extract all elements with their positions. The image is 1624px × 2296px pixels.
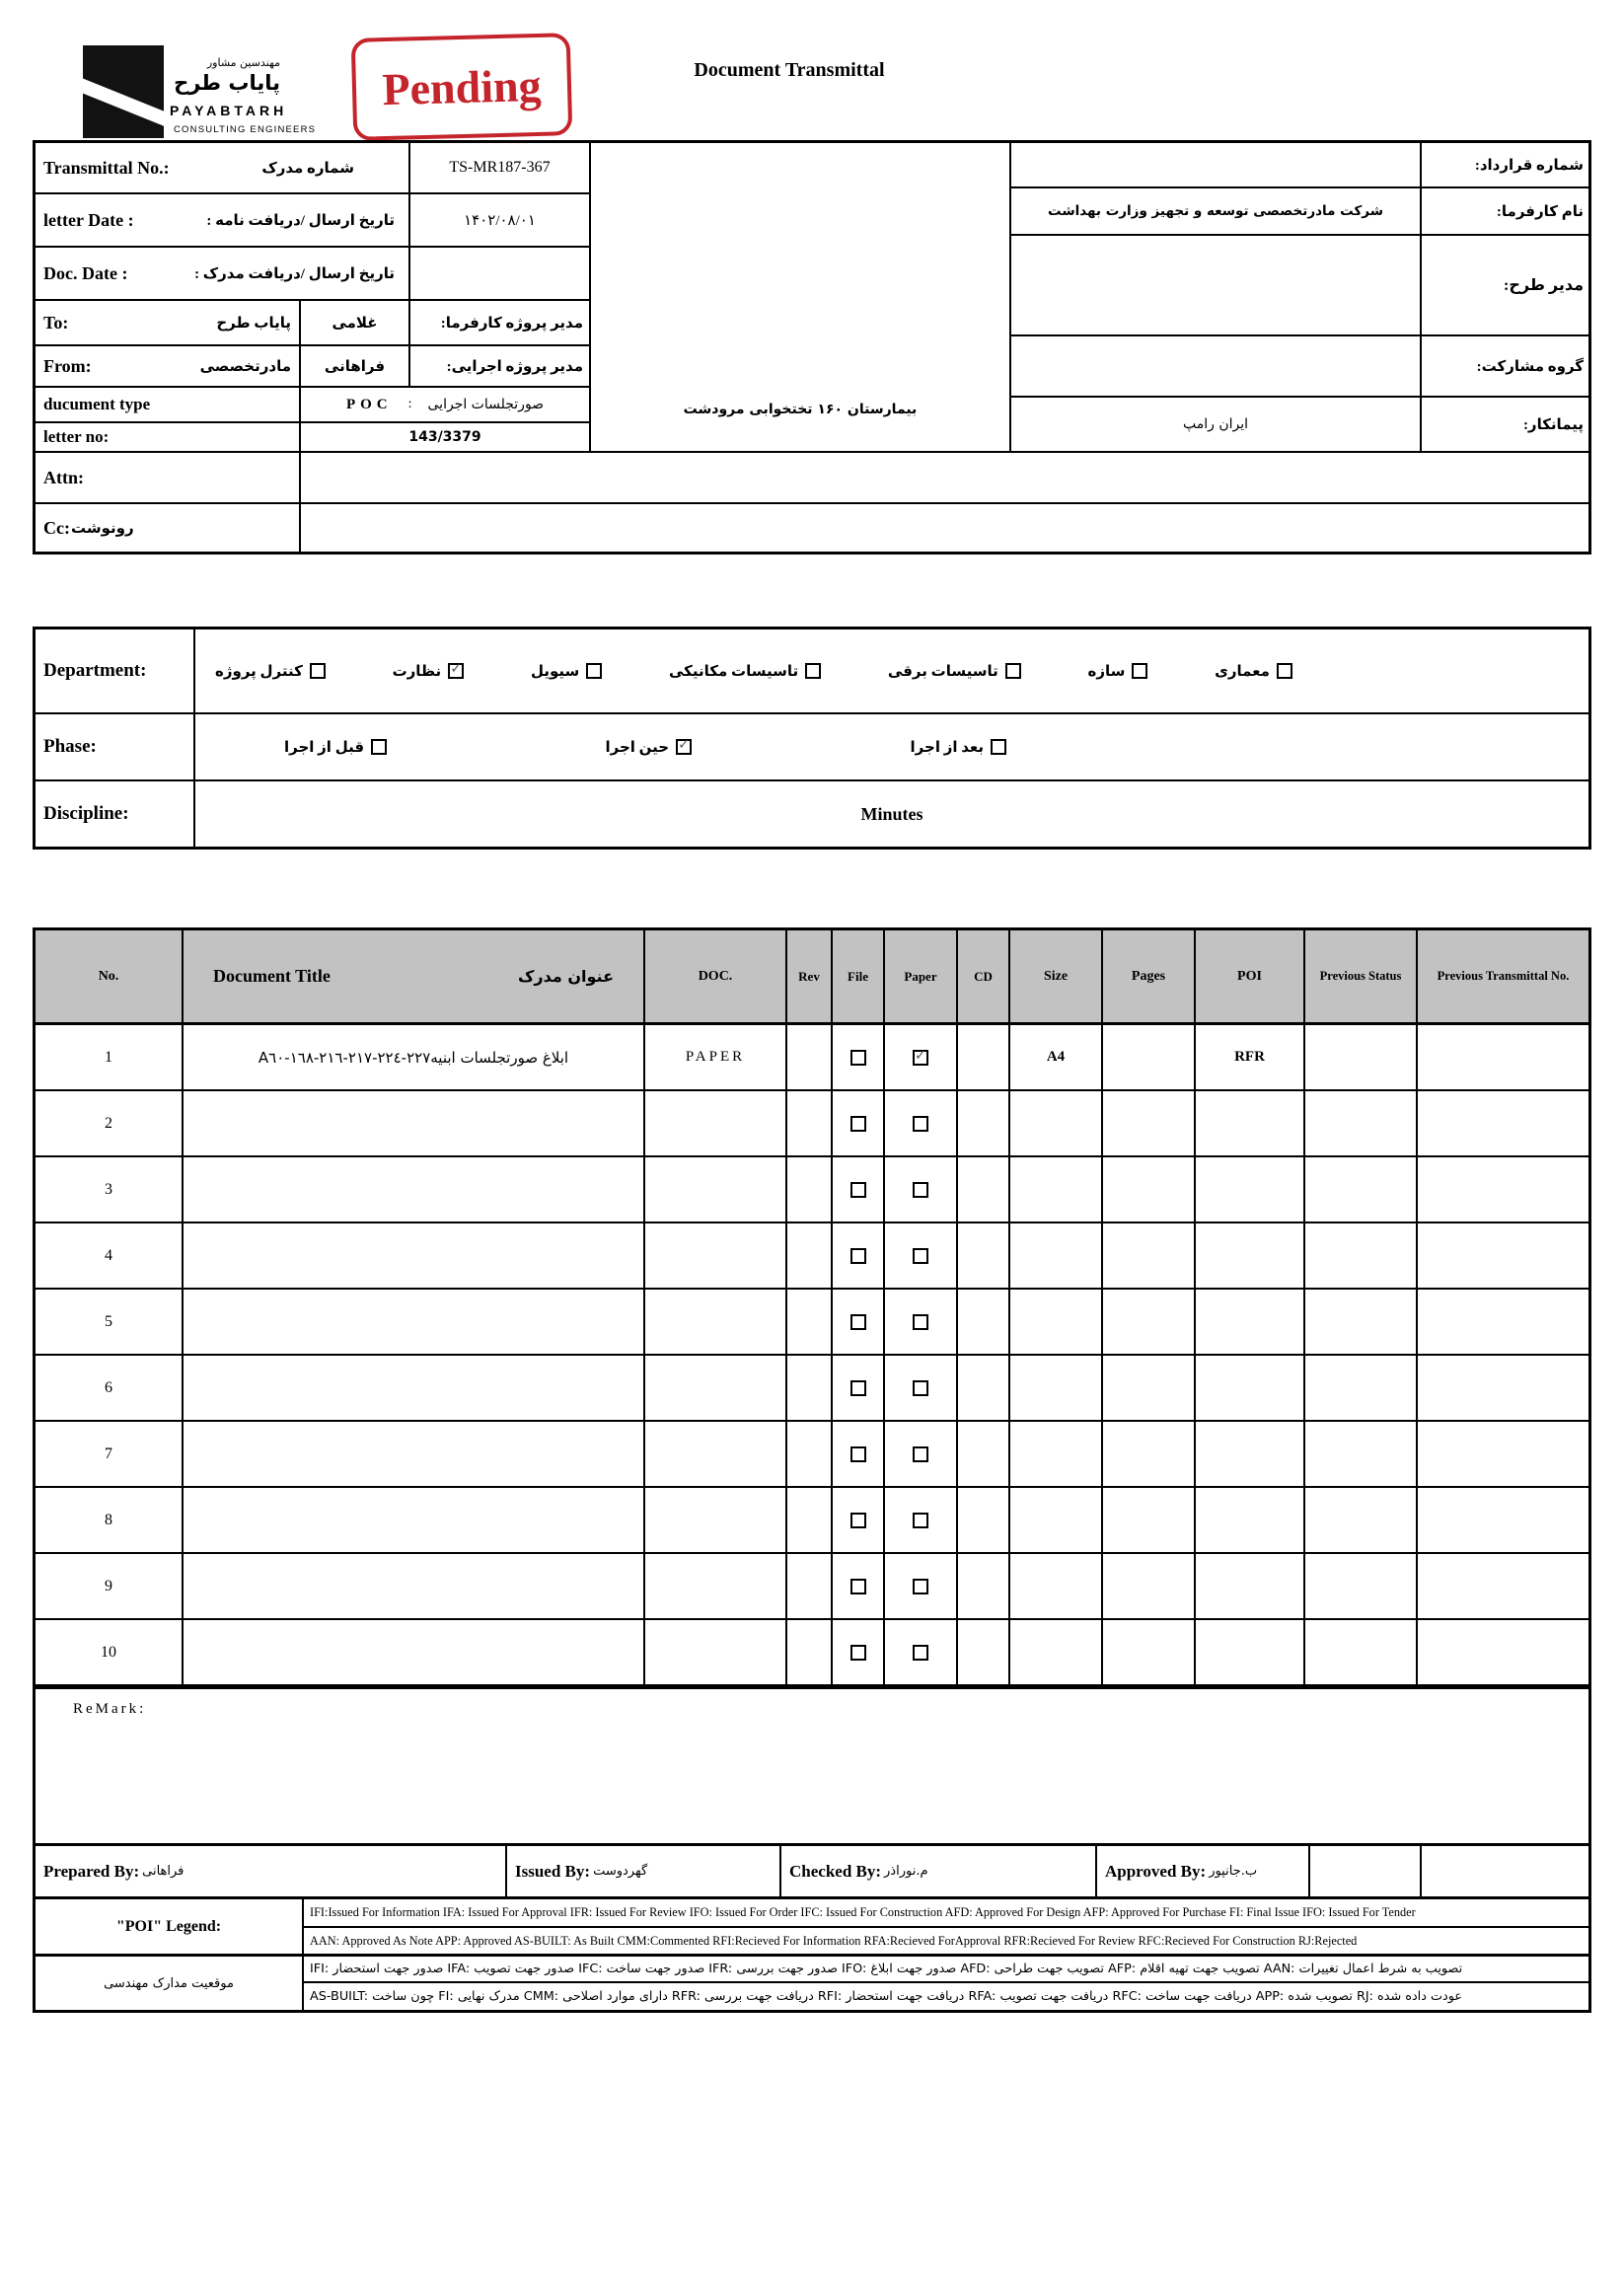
doc-row-no: 10 [36,1620,184,1686]
doc-row-rev [787,1488,833,1554]
doc-row-cd [958,1091,1010,1157]
doc-row-poi [1196,1422,1305,1488]
signature-empty-cell [1310,1846,1422,1896]
doc-row-no: 4 [36,1223,184,1290]
transmittal-no-label-cell [36,143,410,194]
transmittal-no-label-fa: شماره مدرک [261,160,354,177]
doc-row-cd [958,1356,1010,1422]
to-person: غلامی [301,301,410,346]
doc-row-poi [1196,1488,1305,1554]
poi-legend-fa-line2: AS-BUILT: چون ساخت FI: مدرک نهایی CMM: دارای موارد اصلاحی RFR: دریافت جهت بررسی RFI: دریافت جهت استحضار RFA: دریافت جهت تصویب RFC: دریافت جهت ساخت APP: تصویب شده RJ: عودت داده شده [310,1989,1462,2004]
checkbox[interactable] [676,739,692,755]
doc-row-size [1010,1223,1103,1290]
checkbox[interactable] [991,739,1006,755]
discipline-label-cell: Discipline: [36,781,195,847]
doc-row-size: A4 [1010,1025,1103,1091]
cc-label-cell [36,504,301,552]
from-value-fa: مادرتخصصی [199,358,291,375]
prepared-by-name: فراهانی [142,1864,185,1879]
issued-by-name: گهردوست [593,1864,648,1879]
to-role-label: مدیر پروژه کارفرما: [410,301,591,346]
letter-no-label-cell: letter no: [36,423,301,453]
doc-row-no: 5 [36,1290,184,1356]
doc-row-prev-transmittal [1418,1554,1588,1620]
doc-row-prev-status [1305,1488,1418,1554]
document-type-value-cell [301,388,591,423]
doc-row-rev [787,1620,833,1686]
doc-row-paper-cell [885,1025,958,1091]
phase-option: بعد از اجرا [911,738,1006,757]
checkbox[interactable] [805,663,821,679]
to-cell [36,301,301,346]
paper-checkbox[interactable] [913,1116,928,1132]
discipline-value: Minutes [195,781,1588,847]
doc-row-pages [1103,1025,1196,1091]
doc-row-cd [958,1223,1010,1290]
col-header-pages: Pages [1103,930,1196,1025]
partnership-group-value [1011,336,1422,398]
col-header-prev-transmittal: Previous Transmittal No. [1418,930,1588,1025]
logo-en-name: PAYABTARH [170,103,288,118]
logo-fa-line1: مهندسین مشاور [206,56,280,69]
approved-by-cell: Approved By: ب.جانپور [1097,1846,1310,1896]
doc-row-rev [787,1554,833,1620]
doc-row-no: 6 [36,1356,184,1422]
checkbox[interactable] [1277,663,1292,679]
doc-row-paper-cell [885,1356,958,1422]
doc-row-no: 1 [36,1025,184,1091]
paper-checkbox[interactable] [913,1050,928,1066]
partnership-group-label: گروه مشارکت: [1422,336,1588,398]
letter-date-label-cell [36,194,410,248]
contract-no-label: شماره قرارداد: [1422,143,1588,188]
file-checkbox[interactable] [850,1050,866,1066]
department-option: کنترل پروژه [215,662,326,681]
transmittal-info-table [33,140,1591,555]
paper-checkbox[interactable] [913,1314,928,1330]
file-checkbox[interactable] [850,1182,866,1198]
doc-row-paper-cell [885,1091,958,1157]
file-checkbox[interactable] [850,1579,866,1594]
doc-row-title [184,1356,645,1422]
doc-row-poi: RFR [1196,1025,1305,1091]
doc-row-cd [958,1025,1010,1091]
doc-row-doc [645,1290,787,1356]
doc-row-no: 3 [36,1157,184,1223]
poi-legend-label: "POI" Legend: [36,1899,304,1957]
cc-value-cell [301,504,1588,552]
doc-row-paper-cell [885,1422,958,1488]
checkbox[interactable] [586,663,602,679]
doc-row-size [1010,1488,1103,1554]
doc-row-prev-transmittal [1418,1422,1588,1488]
checkbox[interactable] [1132,663,1147,679]
file-checkbox[interactable] [850,1380,866,1396]
doc-row-poi [1196,1157,1305,1223]
doc-date-value [410,248,591,301]
poi-legend-en-line2: AAN: Approved As Note APP: Approved AS-BUILT: As Built CMM:Commented RFI:Recieved For Information RFA:Recieved ForApproval RFR:Recieved For Review RFC:Recieved For Construction RJ:Rejected [304,1928,1588,1957]
doc-row-pages [1103,1422,1196,1488]
doc-row-title [184,1290,645,1356]
from-label: From: [43,355,92,376]
doc-row-cd [958,1488,1010,1554]
doc-row-size [1010,1422,1103,1488]
client-name-value: شرکت مادرتخصصی توسعه و تجهیز وزارت بهداشت [1011,188,1422,236]
doc-row-rev [787,1290,833,1356]
doc-row-rev [787,1025,833,1091]
doc-row-pages [1103,1554,1196,1620]
checkbox[interactable] [310,663,326,679]
doc-row-cd [958,1620,1010,1686]
doc-row-paper-cell [885,1554,958,1620]
department-option: نظارت ✓ [393,662,465,681]
document-type-separator: : [407,397,412,411]
col-header-title [184,930,645,1025]
doc-row-size [1010,1554,1103,1620]
doc-row-prev-transmittal [1418,1488,1588,1554]
doc-row-title [184,1223,645,1290]
col-header-title-en: Document Title [213,966,331,986]
phase-label-cell: Phase: [36,714,195,781]
doc-row-poi [1196,1620,1305,1686]
doc-row-pages [1103,1157,1196,1223]
doc-row-prev-status [1305,1223,1418,1290]
from-role-label: مدیر پروژه اجرایی: [410,346,591,388]
col-header-paper: Paper [885,930,958,1025]
signature-empty-cell [1422,1846,1588,1896]
document-type-label-cell: ducument type [36,388,301,423]
phase-option: حین اجرا ✓ [605,738,692,757]
doc-row-doc [645,1554,787,1620]
department-option: تاسیسات برقی [888,662,1021,681]
from-person: فراهانی [301,346,410,388]
transmittal-no-value: TS-MR187-367 [410,143,591,194]
doc-row-rev [787,1356,833,1422]
doc-row-poi [1196,1223,1305,1290]
doc-row-no: 9 [36,1554,184,1620]
doc-row-file-cell [833,1422,885,1488]
doc-row-paper-cell [885,1488,958,1554]
doc-row-poi [1196,1091,1305,1157]
doc-row-rev [787,1157,833,1223]
doc-row-prev-transmittal [1418,1025,1588,1091]
doc-row-prev-status [1305,1620,1418,1686]
col-header-prev-status: Previous Status [1305,930,1418,1025]
doc-row-size [1010,1356,1103,1422]
department-option: معماری [1215,662,1292,681]
doc-row-pages [1103,1290,1196,1356]
doc-row-paper-cell [885,1290,958,1356]
doc-row-size [1010,1157,1103,1223]
doc-date-label-cell [36,248,410,301]
logo-swoosh-icon [83,74,164,133]
pending-stamp [351,33,573,141]
doc-row-doc [645,1223,787,1290]
department-option: سازه [1087,662,1147,681]
doc-row-poi [1196,1356,1305,1422]
doc-row-file-cell [833,1356,885,1422]
doc-row-file-cell [833,1488,885,1554]
col-header-size: Size [1010,930,1103,1025]
col-header-rev: Rev [787,930,833,1025]
doc-row-file-cell [833,1025,885,1091]
doc-row-file-cell [833,1554,885,1620]
doc-row-prev-status [1305,1290,1418,1356]
checkbox[interactable] [371,739,387,755]
prepared-by-cell: Prepared By: فراهانی [36,1846,507,1896]
poi-legend-en-line1: IFI:Issued For Information IFA: Issued For Approval IFR: Issued For Review IFO: Issued For Order IFC: Issued For Construction AFD: Approved For Design AFP: Approved For Purchase FI: Final Issue IFO: Issued For Tender [304,1899,1588,1928]
attn-value-cell [301,453,1588,504]
page-title: Document Transmittal [694,59,885,81]
doc-row-prev-transmittal [1418,1223,1588,1290]
logo-fa-line2: پایاب طرح [174,71,280,95]
doc-row-doc [645,1488,787,1554]
checkbox[interactable] [448,663,464,679]
paper-checkbox[interactable] [913,1248,928,1264]
doc-row-doc [645,1157,787,1223]
paper-checkbox[interactable] [913,1380,928,1396]
pending-stamp-text: Pending [381,59,543,114]
doc-date-label-en: Doc. Date : [43,262,128,283]
phase-option: قبل از اجرا [284,738,387,757]
doc-row-prev-transmittal [1418,1157,1588,1223]
issued-by-cell: Issued By: گهردوست [507,1846,781,1896]
doc-row-prev-status [1305,1157,1418,1223]
doc-row-title [184,1488,645,1554]
doc-row-cd [958,1554,1010,1620]
plan-manager-value [1011,236,1422,336]
department-label-cell: Department: [36,630,195,714]
contractor-label: پیمانکار: [1422,398,1588,453]
department-option: تاسیسات مکانیکی [669,662,821,681]
plan-manager-label: مدیر طرح: [1422,236,1588,336]
attn-label-cell: Attn: [36,453,301,504]
paper-checkbox[interactable] [913,1513,928,1528]
doc-row-size [1010,1620,1103,1686]
letter-date-value: ۱۴۰۲/۰۸/۰۱ [410,194,591,248]
doc-row-title [184,1620,645,1686]
col-header-poi: POI [1196,930,1305,1025]
doc-row-cd [958,1290,1010,1356]
doc-row-pages [1103,1091,1196,1157]
transmittal-no-label-en: Transmittal No.: [43,157,170,178]
department-option: سیویل [531,662,602,681]
file-checkbox[interactable] [850,1314,866,1330]
doc-row-paper-cell [885,1620,958,1686]
doc-row-pages [1103,1356,1196,1422]
doc-row-doc [645,1422,787,1488]
doc-row-no: 8 [36,1488,184,1554]
document-type-code: POC [345,396,393,412]
paper-checkbox[interactable] [913,1579,928,1594]
to-label: To: [43,312,69,333]
doc-row-prev-status [1305,1091,1418,1157]
doc-row-poi [1196,1554,1305,1620]
project-name: بیمارستان ۱۶۰ تختخوابی مرودشت [683,402,918,417]
col-header-no: No. [36,930,184,1025]
checked-by-name: م.نوراذر [884,1864,928,1879]
doc-row-no: 2 [36,1091,184,1157]
doc-row-title [184,1422,645,1488]
cc-label-fa: رونوشت [70,520,134,537]
project-name-cell [591,143,1011,453]
doc-row-prev-status [1305,1554,1418,1620]
doc-row-prev-transmittal [1418,1091,1588,1157]
doc-row-prev-transmittal [1418,1620,1588,1686]
doc-row-doc [645,1091,787,1157]
paper-checkbox[interactable] [913,1645,928,1661]
doc-row-prev-transmittal [1418,1290,1588,1356]
doc-row-rev [787,1223,833,1290]
contractor-value: ایران رامپ [1011,398,1422,453]
paper-checkbox[interactable] [913,1446,928,1462]
department-options-row [195,630,1588,714]
paper-checkbox[interactable] [913,1182,928,1198]
doc-row-paper-cell [885,1223,958,1290]
doc-row-title [184,1091,645,1157]
doc-row-paper-cell [885,1157,958,1223]
doc-row-pages [1103,1620,1196,1686]
doc-row-rev [787,1091,833,1157]
col-header-title-fa: عنوان مدرک [518,967,614,986]
doc-row-pages [1103,1488,1196,1554]
approved-by-name: ب.جانپور [1209,1864,1258,1879]
col-header-cd: CD [958,930,1010,1025]
doc-row-cd [958,1422,1010,1488]
doc-row-poi [1196,1290,1305,1356]
doc-row-doc [645,1356,787,1422]
doc-row-doc [645,1620,787,1686]
doc-row-prev-status [1305,1422,1418,1488]
poi-legend-table [33,1896,1591,2013]
file-checkbox[interactable] [850,1446,866,1462]
file-checkbox[interactable] [850,1248,866,1264]
doc-row-rev [787,1422,833,1488]
poi-legend-fa-label: موقعیت مدارک مهندسی [36,1957,304,2010]
client-name-label: نام کارفرما: [1422,188,1588,236]
letter-date-label-en: letter Date : [43,209,134,230]
cc-label-en: Cc: [43,517,70,538]
classification-table [33,627,1591,850]
company-logo [83,45,164,138]
doc-row-cd [958,1157,1010,1223]
contract-no-value [1011,143,1422,188]
doc-row-prev-transmittal [1418,1356,1588,1422]
doc-row-title [184,1157,645,1223]
poi-legend-fa-line1: IFI: صدور جهت استحضار IFA: صدور جهت تصویب IFC: صدور جهت ساخت IFR: صدور جهت بررسی IFO: صدور جهت ابلاغ AFD: تصویب جهت طراحی AFP: تصویب جهت تهیه اقلام AAN: تصویب به شرط اعمال تغییرات [304,1957,1588,1983]
file-checkbox[interactable] [850,1116,866,1132]
file-checkbox[interactable] [850,1513,866,1528]
phase-options-row [195,714,1588,781]
doc-row-prev-status [1305,1356,1418,1422]
document-list-table [33,927,1591,1689]
doc-row-size [1010,1091,1103,1157]
doc-row-file-cell [833,1091,885,1157]
doc-row-file-cell [833,1620,885,1686]
col-header-doc: DOC. [645,930,787,1025]
letter-no-value: 143/3379 [301,423,591,453]
doc-row-file-cell [833,1290,885,1356]
doc-row-doc: PAPER [645,1025,787,1091]
from-cell [36,346,301,388]
doc-row-pages [1103,1223,1196,1290]
doc-row-file-cell [833,1223,885,1290]
col-header-file: File [833,930,885,1025]
remark-box [33,1686,1591,1846]
doc-date-label-fa: تاریخ ارسال /دریافت مدرک : [194,265,395,282]
doc-row-file-cell [833,1157,885,1223]
checkbox[interactable] [1005,663,1021,679]
remark-label: ReMark: [73,1701,147,1717]
to-value-fa: پایاب طرح [216,315,291,332]
doc-row-no: 7 [36,1422,184,1488]
doc-row-prev-status [1305,1025,1418,1091]
doc-row-title [184,1554,645,1620]
logo-en-subtitle: CONSULTING ENGINEERS [174,124,317,135]
doc-row-size [1010,1290,1103,1356]
file-checkbox[interactable] [850,1645,866,1661]
doc-row-title: ابلاغ صورتجلسات ابنیه٢٢٧-٢٢٤-٢١٧-٢١٦-١٦٨-A٦٠ [184,1025,645,1091]
document-type-fa: صورتجلسات اجرایی [427,397,545,412]
letter-date-label-fa: تاریخ ارسال /دریافت نامه : [206,212,395,229]
checked-by-cell: Checked By: م.نوراذر [781,1846,1097,1896]
signatures-row [33,1843,1591,1899]
